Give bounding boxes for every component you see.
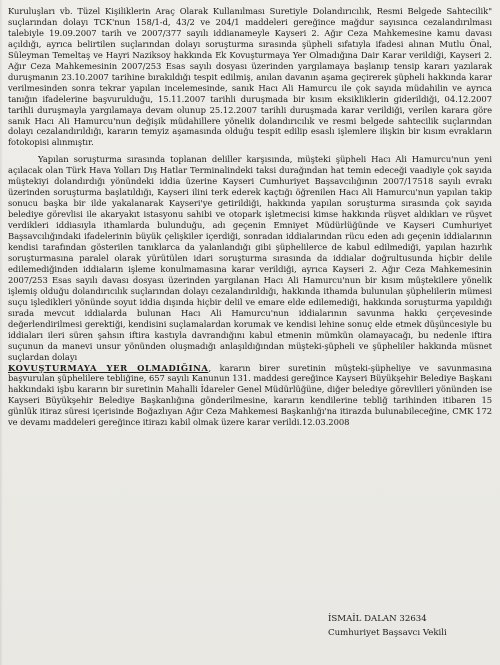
document-body xyxy=(8,6,492,428)
signature-block xyxy=(328,612,488,640)
paragraph-3 xyxy=(8,363,492,429)
signature-title: Cumhuriyet Başsavcı Vekili xyxy=(328,628,447,638)
signature-name: İSMAİL DALAN 32634 xyxy=(328,614,427,624)
decision-text: , kararın birer suretinin müşteki-şüpheliye ve savunmasına başvurulan şüphelilere tebliğine, 657 sayılı Kanunun 131. maddesi gereğince Kayseri Büyükşehir Belediye Başkanı hakkındaki işbu kararın bir suretinin Mahalli İdareler Genel Müdürlüğüne, diğer belediye görevlileri yönünden ise Kayseri Büyükşehir Belediye Başkanlığına gönderilmesine, kararın kendilerine tebliğ tarihinden itibaren 15 günlük itiraz süresi içerisinde Boğazlıyan Ağır Ceza Mahkemesi Başkanlığı'na itirazda bulunabileceğine, CMK 172 ve devamı maddeleri gereğince itirazı kabil olmak üzere karar verildi.12.03.2008 xyxy=(8,362,492,428)
decision-emphasis: KOVUŞTURMAYA YER OLMADIĞINA xyxy=(8,362,209,373)
scan-edge-left xyxy=(0,0,3,665)
paragraph-2: Yapılan soruşturma sırasında toplanan deliller karşısında, müşteki şüpheli Hacı Ali Hamurcu'nun yeni açılacak olan Türk Hava Yolları Dış Hatlar Terminalindeki taksi durağından hat temin edeceği vaadiyle çok sayıda müştekiyi dolandırdığı yönündeki iddia üzerine Kayseri Cumhuriyet Başsavcılığının 2007/17518 sayılı evrakı üzerinden soruşturma başlatıldığı, Kayseri ilini terk ederek kaçtığı öğrenilen Hacı Ali Hamurcu'nun yapılan takip sonucu başka bir ilde yakalanarak Kayseri'ye getirildiği, hakkında yapılan soruşturma sırasında çok sayıda belediye görevlisi ile akaryakıt istasyonu sahibi ve otopark işletmecisi kimse hakkında rüşvet aldıkları ve rüşvet verdikleri iddiasıyla ithamlarda bulunduğu, adı geçenin Emniyet Müdürlüğünde ve Kayseri Cumhuriyet Başsavcılığındaki ifadelerinin büyük çelişkiler içerdiği, sonradan iddialarından rücu eden adı geçenin iddialarının kendisi tarafından gösterilen tanıklarca da yalanlandığı gibi şüphelilerce de kabul edilmediği, yapılan hazırlık soruşturmasına paralel olarak yürütülen idari soruşturma sırasında da iddialar doğrultusunda hiçbir delile edilemediğinden iddiaların işleme konulmamasına karar verildiği, ayrıca Kayseri 2. Ağır Ceza Mahkemesinin 2007/253 Esas sayılı davası dosyası üzerinden yargılanan Hacı Ali Hamurcu'nun bir kısım müştekilere yönelik işlemiş olduğu dolandırıcılık suçlarından dolayı cezalandırıldığı, hakkında ithamda bulunulan şüphelilerin mümesi suçu işledikleri yönünde soyut iddia dışında hiçbir delil ve emare elde edilemediği, hakkında soruşturma yapıldığı sırada mevcut iddialarda bulunan Hacı Ali Hamurcu'nun iddialarının savunma hakkı çerçevesinde değerlendirilmesi gerektiği, kendisini suçlamalardan korumak ve kendisi lehine sonuç elde etmek düşüncesiyle bu iddiaları ileri süren şahsın iftira kastıyla davrandığını kabul etmenin mümkün olamayacağı, bu nedenle iftira suçunun da manevi unsur yönünden oluşmadığı anlaşıldığından müşteki-şüpheli ve şüpheliler hakkında müsnet suçlardan dolayı xyxy=(8,154,492,362)
paragraph-1: Kuruluşları vb. Tüzel Kişiliklerin Araç Olarak Kullanılması Suretiyle Dolandırıcılık, Resmi Belgede Sahtecilik" suçlarından dolayı TCK'nun 158/1-d, 43/2 ve 204/1 maddeleri gereğince mağdur sayısınca cezalandırılması talebiyle 19.09.2007 tarih ve 2007/377 sayılı iddianameyle Kayseri 2. Ağır Ceza Mahkemesine kamu davası açıldığı, ayrıca belirtilen suçlarından dolayı soruşturma sırasında şüpheli sıfatıyla ifadesi alınan Mutlu Önal, Süleyman Temeltaş ve Hayri Naziksoy hakkında Ek Kovuşturmaya Yer Olmadığına Dair Karar verildiği, Kayseri 2. Ağır Ceza Mahkemesinin 2007/253 Esas sayılı dosyası üzerinden yargılamaya başlanıp tensip kararı yazılarak duruşmanın 23.10.2007 tarihine bırakıldığı tespit edilmiş, anılan davanın aşama geçirerek şüpheli hakkında karar verilmesinden sonra tekrar yapılan incelemesinde, sanık Hacı Ali Hamurcu ile çok sayıda müdahilin ve ayrıca tanığın ifadelerine başvurulduğu, 15.11.2007 tarihli duruşmada bir kısım eksikliklerin giderildiği, 04.12.2007 tarihli duruşmayla yargılamaya devam olunup 25.12.2007 tarihli duruşmada karar verildiği, verilen karara göre sanık Hacı Ali Hamurcu'nun değişik müdahillere yönelik dolandırıcılık ve resmi belgede sahtecilik suçlarından dolayı cezalandırıldığı, kararın temyiz aşamasında olduğu tespit edilip esaslı işlemlere ilişkin bir kısım evrakların fotokopisi alınmıştır. xyxy=(8,6,492,148)
